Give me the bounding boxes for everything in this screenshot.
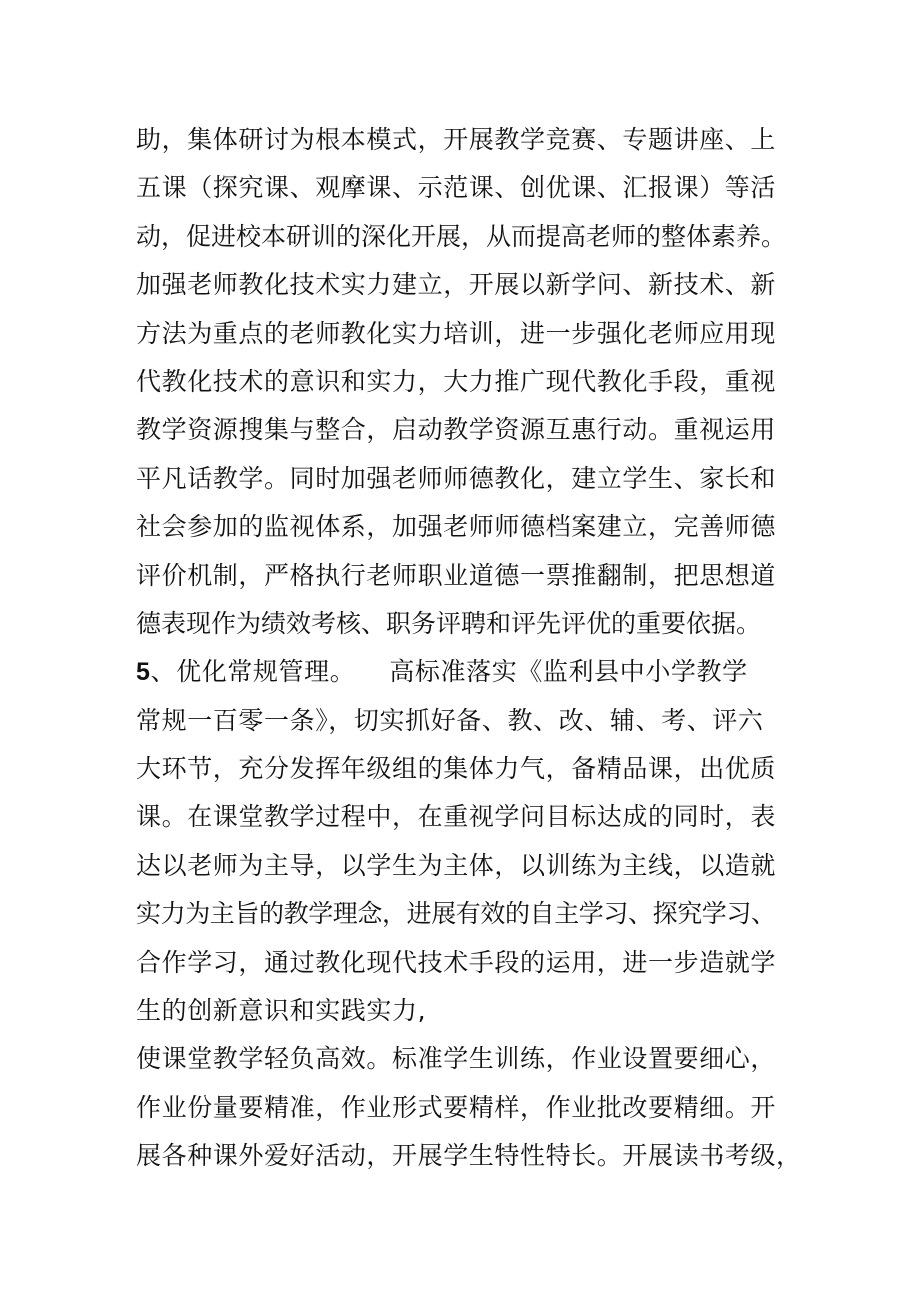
text-line-19: 使课堂教学轻负高效。标准学生训练，作业设置要细心， [136, 1044, 777, 1074]
text-line-5: 方法为重点的老师教化实力培训，进一步强化老师应用现 [136, 318, 777, 348]
section-title: 、优化常规管理。 [150, 657, 356, 687]
text-line-21: 展各种课外爱好活动，开展学生特性特长。开展读书考级， [136, 1141, 802, 1171]
text-line-16: 实力为主旨的教学理念，进展有效的自主学习、探究学习、 [136, 899, 776, 929]
text-line-1: 助，集体研讨为根本模式，开展教学竞赛、专题讲座、上 [136, 125, 777, 154]
text-line-13: 大环节，充分发挥年级组的集体力气，备精品课，出优质 [136, 754, 777, 784]
section-number: 5 [136, 658, 151, 687]
text-line-3: 动，促进校本研训的深化开展，从而提高老师的整体素养。 [136, 221, 787, 251]
text-line-14: 课。在课堂教学过程中，在重视学问目标达成的同时，表 [136, 802, 777, 832]
section-heading-rest: 高标准落实《监利县中小学教学 [389, 657, 748, 687]
text-line-15: 达以老师为主导，以学生为主体，以训练为主线，以造就 [136, 850, 777, 880]
text-line-7: 教学资源搜集与整合，启动教学资源互惠行动。重视运用 [136, 415, 777, 445]
body-text [136, 116, 816, 1181]
text-line-10: 评价机制，严格执行老师职业道德一票推翻制，把思想道 [136, 560, 777, 590]
text-line-4: 加强老师教化技术实力建立，开展以新学问、新技术、新 [136, 270, 777, 300]
section-heading [136, 648, 816, 696]
text-line-11: 德表现作为绩效考核、职务评聘和评先评优的重要依据。 [136, 608, 762, 638]
text-line-12: 常规一百零一条》，切实抓好备、教、改、辅、考、评六 [136, 705, 764, 735]
text-line-18: 生的创新意识和实践实力, [136, 996, 427, 1026]
text-line-2: 五课（探究课、观摩课、示范课、创优课、汇报课）等活 [136, 173, 777, 203]
text-line-6: 代教化技术的意识和实力，大力推广现代教化手段，重视 [136, 366, 777, 396]
text-line-17: 合作学习，通过教化现代技术手段的运用，进一步造就学 [136, 947, 777, 977]
text-line-20: 作业份量要精准，作业形式要精样，作业批改要精细。开 [136, 1092, 777, 1122]
text-line-8: 平凡话教学。同时加强老师师德教化，建立学生、家长和 [136, 463, 777, 493]
text-line-9: 社会参加的监视体系，加强老师师德档案建立，完善师德 [136, 512, 777, 542]
